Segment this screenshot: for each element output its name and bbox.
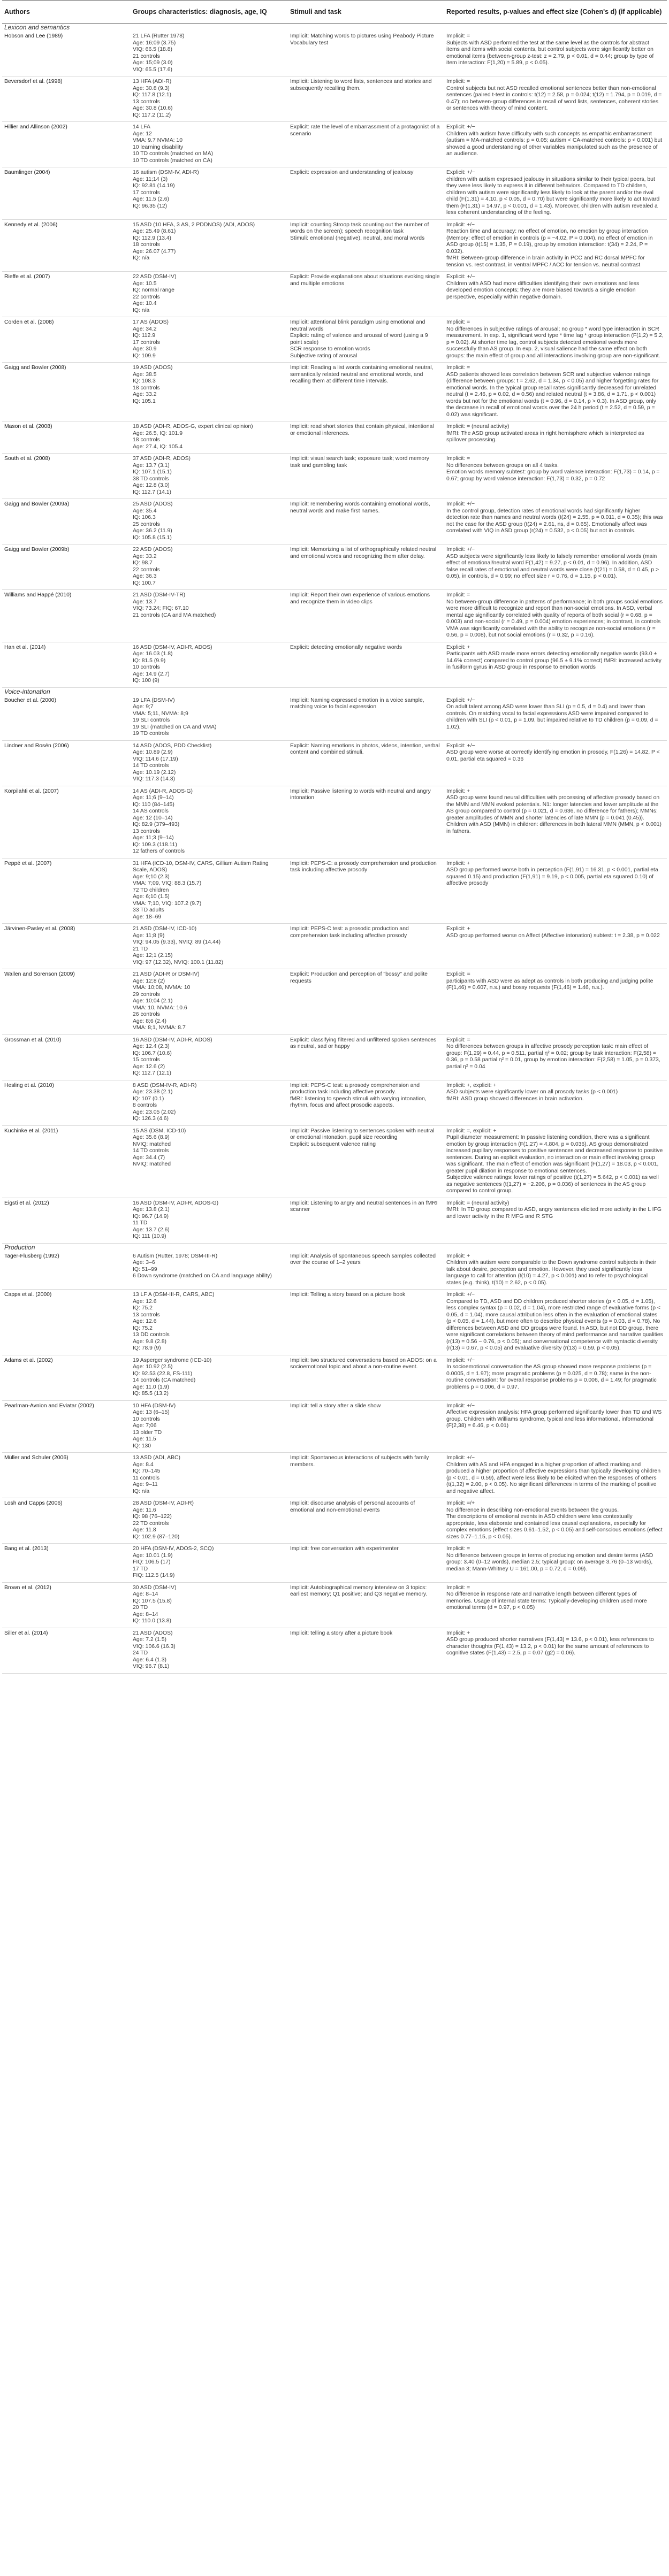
- cell-results: Implicit: = No differences between groups on all 4 tasks. Emotion words memory subtest: group by word valence interaction: F(1,73) = 0.14, p = 0.67; group by word valence interaction: F(1,73) = 0.32, p = 0.72: [446, 456, 660, 482]
- cell-authors: Siller et al. (2014): [4, 1630, 48, 1636]
- cell-authors: Järvinen-Pasley et al. (2008): [4, 926, 75, 932]
- cell-groups: 31 HFA (ICD-10, DSM-IV, CARS, Gilliam Autism Rating Scale, ADOS) Age: 9;10 (2.3) VMA: 7;09, VIQ: 88.3 (15.7) 72 TD children Age: 6;10 (1.5) VMA: 7;10, VIQ: 107.2 (9.7) 33 TD adults Age: 18–69: [133, 860, 269, 920]
- cell-authors: Baumlinger (2004): [4, 170, 50, 175]
- cell-groups: 22 ASD (ADOS) Age: 33.2 IQ: 98.7 22 controls Age: 36.3 IQ: 100.7: [133, 547, 173, 586]
- cell-results: Implicit: = Control subjects but not ASD recalled emotional sentences better than non-emotional sentences (paired t-test in controls: t(12) = 2.58, p = 0.024; t(12) = 1.794, p = 0.019, d = 0.47); no between-group differences in recall of word lists, sentences, coherent stories or sentences with theory of mind content.: [446, 79, 662, 111]
- cell-authors: Mason et al. (2008): [4, 424, 52, 430]
- cell-results: Implicit: +/− Children with AS and HFA engaged in a higher proportion of affect marking and produced a higher proportion of affective expressions than typically developing children (p < 0.01, d = 0.59), affect were less likely to be elicited when the responses of others (t(1,32) = 2.00, p < 0.05). No significant differences in terms of the marking of positive and negative affect.: [446, 1455, 661, 1494]
- cell-results: Implicit: + ASD group produced shorter narratives (F(1,43) = 13.6, p < 0.01), less references to character thoughts (F(1,43) = 13.2, p < 0.01) for the same amount of references to cognitive states (F(1,43) = 2.5, p = 0.07 (g2) = 0.06).: [446, 1630, 654, 1656]
- cell-groups: 16 ASD (DSM-IV, ADI-R, ADOS-G) Age: 13.8 (2.1) IQ: 96.7 (14.9) 11 TD Age: 13.7 (2.6) IQ: 111 (10.9): [133, 1200, 219, 1239]
- table-row: [2, 167, 667, 220]
- table-row: [2, 741, 667, 786]
- cell-results: Implicit: +, explicit: + ASD subjects were significantly lower on all prosody tasks (p < 0.001) fMRI: ASD group showed differences in brain activation.: [446, 1082, 618, 1102]
- cell-groups: 37 ASD (ADI-R, ADOS) Age: 13.7 (3.1) IQ: 107.1 (15.1) 38 TD controls Age: 12.8 (3.0) IQ: 112.7 (14.1): [133, 456, 191, 495]
- cell-stimuli: Implicit: PEPS-C test: a prosodic production and comprehension task including affective prosody: [290, 926, 409, 939]
- cell-stimuli: Implicit: Naming expressed emotion in a voice sample, matching voice to facial expression: [290, 697, 424, 710]
- cell-results: Implicit: =/+ No difference in describing non-emotional events between the groups. The descriptions of emotional events in ASD children were less contextually appropriate, less elaborate and contained less causal explanations, especially for complex emotions (effect sizes 0.61–1.52, p < 0.05) and self-conscious emotions (effect sizes 0.77–1.15, p < 0.05).: [446, 1500, 663, 1540]
- cell-groups: 10 HFA (DSM-IV) Age: 13 (6–15) 10 controls Age: 7;06 13 older TD Age: 11.5 IQ: 130: [133, 1402, 176, 1449]
- cell-groups: 13 LF A (DSM-III-R, CARS, ABC) Age: 12.6 IQ: 75.2 13 controls Age: 12.6 IQ: 75.2 13 DD controls Age: 9.8 (2.8) IQ: 78.9 (9): [133, 1292, 215, 1351]
- cell-authors: Korpilahti et al. (2007): [4, 788, 59, 794]
- cell-stimuli: Implicit: telling a story after a picture book: [290, 1630, 393, 1636]
- cell-stimuli: Implicit: Listening to word lists, sentences and stories and subsequently recalling them.: [290, 79, 432, 91]
- cell-groups: 8 ASD (DSM-IV-R, ADI-R) Age: 23.38 (2.1) IQ: 107 (0.1) 8 controls Age: 23.05 (2.02) IQ: 126.3 (4.6): [133, 1082, 197, 1122]
- table-header: [2, 1, 667, 24]
- cell-groups: 18 ASD (ADI-R, ADOS-G, expert clinical opinion) Age: 26.5, IQ: 101.9 18 controls Age: 27.4, IQ: 105.4: [133, 424, 253, 450]
- cell-stimuli: Implicit: Autobiographical memory interview on 3 topics: earliest memory; Q1 positive; and Q3 negative memory.: [290, 1584, 428, 1597]
- cell-results: Explicit: +/− ASD group were worse at correctly identifying emotion in prosody, F(1,26) = 14.82, P < 0.01, partial eta squared = 0.36: [446, 742, 660, 762]
- table-row: [2, 858, 667, 924]
- cell-results: Implicit: +/− In the control group, detection rates of emotional words had significantly higher detection rate than names and neutral words (t(24) = 2.55, p = 0.011, d = 0.35); this was not the case for the ASD group (t(24) = 2.61, ns, d = 0.65). Emotionally affect was correlated with VIQ in ASD group (r(24) = 0.532, p < 0.05) but not in controls.: [446, 501, 663, 534]
- cell-stimuli: Implicit: discourse analysis of personal accounts of emotional and non-emotional events: [290, 1500, 415, 1513]
- cell-stimuli: Implicit: Reading a list words containing emotional neutral, semantically related neutral and emotional words, and recalling them at different time intervals.: [290, 365, 434, 384]
- cell-authors: Müller and Schuler (2006): [4, 1455, 69, 1461]
- cell-results: Implicit: = No difference between groups in terms of producing emotion and desire terms (ASD group: 3.40 (0–12 words), median 2.5; typical group: on average 3.76 (0–13 words), median 3; Mann-Whitney U = 161.00, p = 0.72, d = 0.09).: [446, 1546, 653, 1572]
- table-row: [2, 695, 667, 741]
- table-row: [2, 786, 667, 858]
- header-groups: Groups characteristics: diagnosis, age, IQ: [133, 7, 267, 16]
- cell-groups: 21 ASD (DSM-IV, ICD-10) Age: 11;8 (9) VIQ: 94.05 (9.33), NVIQ: 89 (14.44) 21 TD Age: 12;1 (2.15) VIQ: 97 (12.32), NVIQ: 100.1 (11.82): [133, 926, 224, 965]
- cell-results: Explicit: = No differences between groups in affective prosody perception task: main effect of group: F(1,29) = 0.44, p = 0.511, partial η² = 0.02; group by task interaction: F(2,58) = 0.36, p = 0.58 partial η² = 0.01, group by emotion interaction: F(2,58) = 1.05, p = 0.373, partial η² = 0.04: [446, 1037, 660, 1070]
- table-row: [2, 1628, 667, 1674]
- cell-results: Implicit: + ASD group were found neural difficulties with processing of affective prosody based on the MMN and MMN evoked potentials. N1: longer latencies and lower amplitude at the AS group compared to control (p = 0.021, d = 0.636, no difference for fathers); MMNs: greater amplitudes of MMN and shorter latencies of late MMN (p = 0.041 (0.45)). Children with ASD (MMN) in children: differences in both lateral MMN (MMN, p < 0.001) in fathers.: [446, 788, 662, 834]
- cell-stimuli: Implicit: PEPS-C: a prosody comprehension and production task including affective prosody: [290, 860, 437, 873]
- cell-stimuli: Implicit: free conversation with experimenter: [290, 1546, 399, 1552]
- cell-authors: Beversdorf et al. (1998): [4, 79, 63, 85]
- cell-groups: 14 LFA Age: 12 VMA: 9.7 NVMA: 10 10 learning disability 10 TD controls (matched on MA) 10 TD controls (matched on CA): [133, 124, 213, 164]
- cell-authors: Han et al. (2014): [4, 644, 46, 650]
- section-label: Voice-intonation: [4, 687, 50, 695]
- cell-authors: Tager-Flusberg (1992): [4, 1253, 59, 1259]
- cell-groups: 15 ASD (10 HFA, 3 AS, 2 PDDNOS) (ADI, ADOS) Age: 25.49 (8.61) IQ: 112.9 (13.4) 18 controls Age: 26.07 (4.77) IQ: n/a: [133, 221, 255, 261]
- cell-groups: 20 HFA (DSM-IV, ADOS-2, SCQ) Age: 10.01 (1.9) FIQ: 106.5 (17) 17 TD FIQ: 112.5 (14.9): [133, 1546, 214, 1578]
- cell-authors: Hillier and Allinson (2002): [4, 124, 67, 130]
- table-row: [2, 1080, 667, 1126]
- cell-authors: Bang et al. (2013): [4, 1546, 49, 1552]
- table-row: [2, 454, 667, 499]
- cell-groups: 6 Autism (Rutter, 1978; DSM-III-R) Age: 3–6 IQ: 51–99 6 Down syndrome (matched on CA and language ability): [133, 1253, 272, 1279]
- cell-groups: 19 ASD (ADOS) Age: 38.5 IQ: 108.3 18 controls Age: 33.2 IQ: 105.1: [133, 365, 173, 404]
- cell-results: Implicit: = (neural activity) fMRI: In TD group compared to ASD, angry sentences elicited more activity in the L IFG and lower activity in the R MFG and R STG: [446, 1200, 662, 1220]
- cell-results: Implicit: +/− In socioemotional conversation the AS group showed more response problems (p = 0.0005, d = 1.97); more pragmatic problems (p = 0.025, d = 0.78); same in the non-routine conversation: for overall response problems p = 0.006, d = 1.49; for pragmatic problems p = 0.006, d = 0.97.: [446, 1357, 657, 1390]
- cell-results: Implicit: = No differences in subjective ratings of arousal; no group * word type interaction in SCR measurement. In exp. 1, significant word type * time lag * group interaction (F(1,2) = 5.2, p = 0.02). At shorter time lag, control subjects detected emotional words more successfully than AS group. In exp. 2, visual salience had the same effect on both groups: the main effect of group and all interactions involving group are non-significant.: [446, 319, 664, 359]
- cell-authors: Lindner and Rosén (2006): [4, 742, 69, 749]
- table-row: [2, 1401, 667, 1453]
- table-row: [2, 924, 667, 969]
- cell-groups: 21 ASD (ADOS) Age: 7.2 (1.5) VIQ: 106.6 (16.3) 24 TD Age: 6.4 (1.3) VIQ: 96.7 (8.1): [133, 1630, 176, 1669]
- cell-stimuli: Explicit: detecting emotionally negative words: [290, 644, 402, 650]
- cell-groups: 21 ASD (ADI-R or DSM-IV) Age: 12;8 (2) VMA: 10;08, NVMA: 10 29 controls Age: 10;04 (2.1) VMA: 10, NVMA: 10.6 26 controls Age: 8;6 (2.4) VMA: 8;1, NVMA: 8.7: [133, 971, 200, 1031]
- cell-results: Implicit: + Children with autism were comparable to the Down syndrome control subjects in their talk about desire, perception and emotion. However, they used significantly less language to call for attention (t(10) = 4.27, p < 0.001) and to refer to psychological states (e.g. think), t(10) = 2.62, p < 0.05).: [446, 1253, 657, 1286]
- cell-stimuli: Implicit: Memorizing a list of orthographically related neutral and emotional words and recognizing them after delay.: [290, 547, 437, 559]
- cell-stimuli: Implicit: attentional blink paradigm using emotional and neutral words Explicit: rating of valence and arousal of word (using a 9 point scale) SCR response to emotion words Subjective rating of arousal: [290, 319, 428, 359]
- cell-authors: Eigsti et al. (2012): [4, 1200, 49, 1206]
- cell-groups: 13 HFA (ADI-R) Age: 30.8 (9.3) IQ: 117.8 (12.1) 13 controls Age: 30.8 (10.6) IQ: 117.2 (11.2): [133, 79, 173, 118]
- cell-stimuli: Implicit: read short stories that contain physical, intentional or emotional inferences.: [290, 424, 434, 436]
- cell-authors: Corden et al. (2008): [4, 319, 54, 325]
- cell-groups: 14 AS (ADI-R, ADOS-G) Age: 11;6 (9–14) IQ: 110 (84–145) 14 AS controls Age: 12 (10–14) IQ: 82.9 (379–493) 13 controls Age: 11;3 (9–14) IQ: 109.3 (118.11) 12 fathers of controls: [133, 788, 193, 854]
- cell-groups: 16 autism (DSM-IV, ADI-R) Age: 11;14 (3) IQ: 92.81 (14.19) 17 controls Age: 11.5 (2.6) IQ: 96.35 (12): [133, 170, 199, 209]
- cell-authors: Rieffe et al. (2007): [4, 274, 50, 280]
- table-row: [2, 1251, 667, 1290]
- cell-groups: 14 ASD (ADOS, PDD Checklist) Age: 10.89 (2.9) VIQ: 114.6 (17.19) 14 TD controls Age: 10.19 (2.12) VIQ: 117.3 (14.3): [133, 742, 212, 782]
- cell-stimuli: Explicit: rate the level of embarrassment of a protagonist of a scenario: [290, 124, 440, 137]
- section-production: [2, 1244, 667, 1674]
- cell-groups: 21 ASD (DSM-IV-TR) Age: 13.7 VIQ: 73.24; FIQ: 67.10 21 controls (CA and MA matched): [133, 592, 216, 618]
- cell-stimuli: Explicit: Naming emotions in photos, videos, intention, verbal content and combined stimuli.: [290, 742, 440, 755]
- cell-results: Implicit: +/− Compared to TD, ASD and DD children produced shorter stories (p < 0.05, d = 1.05), less complex syntax (p = 0.02, d = 1.04), more restricted range of evaluative forms (p < 0.05, d = 1.04), more causal attribution less often in the evaluation of emotional states (p < 0.05, d = 1.44), but more often to describe physical events (p = 0.03, d = 0.78). No differences between ASD and DD groups were found. In ASD, but not DD group, there were significant correlations between theory of mind performance and narrative qualities (r(13) = 0.56 − 0.76, p < 0.05); and conversational competence with syntactic diversity (r(13) = 0.67, p < 0.05) and evaluative diversity (r(13) = 0.59, p < 0.05).: [446, 1292, 663, 1351]
- table-row: [2, 499, 667, 545]
- table-row: [2, 1583, 667, 1628]
- table-row: [2, 363, 667, 421]
- cell-stimuli: Implicit: PEPS-C test: a prosody comprehension and production task including affective prosody. fMRI: listening to speech stimuli with varying intonation, rhythm, focus and affect prosodic aspects.: [290, 1082, 427, 1108]
- cell-groups: 16 ASD (DSM-IV, ADI-R, ADOS) Age: 16.03 (1.8) IQ: 81.5 (9.9) 10 controls Age: 14.9 (2.7) IQ: 100 (9): [133, 644, 212, 684]
- cell-results: Implicit: = ASD patients showed less correlation between SCR and subjective valence ratings (difference between groups: t = 2.62, d = 1.34, p < 0.05) and higher forgetting rates for emotional words. In the typical group recall rates significantly decreased for unrelated neutral (t = 2.46, p = 0.02, d = 0.56) and related neutral (t = 3.86, d = 1.71, p < 0.001) words but not for the emotional words (t = 0.96, d = 0.14, p > 0.3). In ASD group, only the decrease in recall of emotional words over the 24 h period (t = 2.52, d = 0.59, p = 0.02) was significant.: [446, 365, 659, 418]
- cell-authors: Peppé et al. (2007): [4, 860, 52, 867]
- cell-results: Explicit: + ASD group performed worse on Affect (Affective intonation) subtest: t = 2.38, p = 0.022: [446, 926, 660, 939]
- section-label: Lexicon and semantics: [4, 24, 70, 31]
- cell-groups: 13 ASD (ADI, ABC) Age: 8.4 IQ: 70–145 11 controls Age: 9–11 IQ: n/a: [133, 1455, 180, 1494]
- cell-stimuli: Explicit: expression and understanding of jealousy: [290, 170, 414, 175]
- cell-groups: 17 AS (ADOS) Age: 34.2 IQ: 112.9 17 controls Age: 30.9 IQ: 109.9: [133, 319, 169, 359]
- rows-section-2: [2, 695, 667, 1244]
- cell-authors: Wallen and Sorenson (2009): [4, 971, 75, 977]
- cell-authors: Brown et al. (2012): [4, 1584, 51, 1591]
- cell-results: Explicit: +/− children with autism expressed jealousy in situations similar to their typical peers, but they were less likely to express it in different behaviors. Compared to TD children, children with autism were significantly less likely to look at the parent and/or the rival child (F(1,31) = 4.10, p < 0.05, d = 0.70) but were significantly more likely to act toward them (F(1,31) = 14.97, p < 0.001, d = 1.43). Moreover, children with autism revealed a less coherent understanding of the feeling.: [446, 170, 660, 216]
- table-row: [2, 1035, 667, 1080]
- cell-authors: Gaigg and Bowler (2008): [4, 365, 66, 371]
- cell-stimuli: Implicit: counting Stroop task counting out the number of words on the screen); speech recognition task Stimuli: emotional (negative), neutral, and moral words: [290, 221, 429, 241]
- cell-results: Explicit: +/− Children with autism have difficulty with such concepts as empathic embarrassment (autism = MA-matched controls: p = 0.05; autism < CA-matched controls: p < 0.001) but showed a good understanding of other variables manipulated such as the presence of an audience.: [446, 124, 663, 157]
- cell-results: Implicit: = (neural activity) fMRI: The ASD group activated areas in right hemisphere which is interpreted as spillover processing.: [446, 424, 644, 443]
- cell-results: Implicit: + ASD group performed worse both in perception (F(1,91) = 16.31, p < 0.001, partial eta squared 0.15) and production (F(1,91) = 9.19, p < 0.005, partial eta squared 0.10) of affective prosody: [446, 860, 658, 886]
- cell-authors: Williams and Happé (2010): [4, 592, 72, 598]
- cell-stimuli: Implicit: Passive listening to sentences spoken with neutral or emotional intonation, pupil size recording Explicit: subsequent valence rating: [290, 1128, 435, 1147]
- cell-stimuli: Implicit: Matching words to pictures using Peabody Picture Vocabulary test: [290, 33, 434, 46]
- table-row: [2, 317, 667, 363]
- table-row: [2, 1544, 667, 1583]
- cell-groups: 16 ASD (DSM-IV, ADI-R, ADOS) Age: 12.4 (2.3) IQ: 106.7 (10.6) 15 controls Age: 12.6 (2) IQ: 112.7 (12.1): [133, 1037, 212, 1076]
- rows-section-3: [2, 1251, 667, 1674]
- cell-stimuli: Implicit: Spontaneous interactions of subjects with family members.: [290, 1455, 429, 1468]
- cell-stimuli: Implicit: Report their own experience of various emotions and recognize them in video clips: [290, 592, 430, 605]
- cell-results: Implicit: =, explicit: + Pupil diameter measurement: In passive listening condition, there was a significant emotion by group interaction (F(1,27) = 4.804, p = 0.036). AS group demonstrated increased pupillary responses to positive sentences and decreased response to positive sentences. During an explicit evaluation, no interaction or main effect involving group was significant. The main effect of emotion was significant (F(1,27) = 18.03, p < 0.001, greater pupil dilation in response to emotional sentences. Subjective valence ratings: lower ratings of positive (t(1,27) = 5.642, p < 0.001) as well as negative sentences (t(1,27) = −2.206, p = 0.036) of sentences in the AS group compared to control group.: [446, 1128, 663, 1194]
- rows-section-1: [2, 31, 667, 688]
- cell-results: Implicit: = No between-group difference in patterns of performance; in both groups social emotions were more difficult to recognize and report than non-social emotions. In ASD, verbal mental age significantly correlated with quality of reports of both social (r = 0.68, p = 0.003) and non-social (r = 0.49, p = 0.004) emotion experiences; in contrast, in controls VMA was significantly correlated with the ability to recognize non-social emotions (r = 0.56, p = 0.008), but not social emotions (r = 0.32, p = 0.16).: [446, 592, 663, 638]
- cell-authors: Grossman et al. (2010): [4, 1037, 62, 1043]
- cell-stimuli: Implicit: Passive listening to words with neutral and angry intonation: [290, 788, 431, 801]
- table-row: [2, 590, 667, 642]
- cell-authors: Capps et al. (2000): [4, 1292, 52, 1298]
- table-row: [2, 220, 667, 272]
- cell-groups: 19 LFA (DSM-IV) Age: 9;7 VMA: 5;11, NVMA: 8;9 19 SLI controls 19 SLI (matched on CA and VMA) 19 TD controls: [133, 697, 217, 737]
- cell-results: Implicit: = Subjects with ASD performed the test at the same level as the controls for abstract items and items with social contents, but control subjects were significantly better on emotional items (between-group z-test: z = 2.79, p < 0.01, d = 0.44; group by type of item interaction: F(1,20) = 5.89, p < 0.05).: [446, 33, 654, 66]
- table-row: [2, 122, 667, 167]
- header-authors: Authors: [4, 7, 30, 16]
- cell-stimuli: Implicit: tell a story after a slide show: [290, 1402, 381, 1409]
- table-row: [2, 421, 667, 454]
- cell-authors: Hesling et al. (2010): [4, 1082, 54, 1088]
- table-row: [2, 642, 667, 688]
- cell-results: Implicit: = No difference in response rate and narrative length between different types of memories. Usage of internal state terms: Typically-developing children used more emotional terms (d = 0.97, p < 0.05): [446, 1584, 647, 1611]
- header-stimuli: Stimuli and task: [290, 7, 341, 16]
- header-results: Reported results, p-values and effect size (Cohen's d) (if applicable): [446, 7, 662, 16]
- table-row: [2, 969, 667, 1035]
- cell-authors: Kennedy et al. (2006): [4, 221, 58, 228]
- cell-groups: 15 AS (DSM, ICD-10) Age: 35.6 (8.9) NVIQ: matched 14 TD controls Age: 34.4 (7) NVIQ: matched: [133, 1128, 186, 1167]
- cell-results: Explicit: +/− Children with ASD had more difficulties identifying their own emotions and less developed emotion concepts; they are more biased towards a single emotion perspective, especially within negative domain.: [446, 274, 640, 300]
- cell-stimuli: Implicit: Analysis of spontaneous speech samples collected over the course of 1–2 years: [290, 1253, 436, 1266]
- cell-results: Explicit: = participants with ASD were as adept as controls in both producing and judging polite (F(1,46) = 0.607, n.s.) and bossy requests (F(1,46) = 1.46, n.s.).: [446, 971, 653, 991]
- section-lexicon-semantics: [2, 24, 667, 688]
- cell-authors: Adams et al. (2002): [4, 1357, 53, 1363]
- table-row: [2, 1355, 667, 1401]
- table-row: [2, 76, 667, 122]
- cell-authors: Gaigg and Bowler (2009a): [4, 501, 70, 507]
- cell-groups: 21 LFA (Rutter 1978) Age: 16;09 (3.75) VIQ: 66.5 (18.8) 21 controls Age: 15;09 (3.0) VIQ: 65.5 (17.6): [133, 33, 185, 73]
- table-row: [2, 31, 667, 76]
- cell-stimuli: Explicit: Provide explanations about situations evoking single and multiple emotions: [290, 274, 440, 287]
- cell-groups: 22 ASD (DSM-IV) Age: 10.5 IQ: normal range 22 controls Age: 10.4 IQ: n/a: [133, 274, 177, 313]
- cell-stimuli: Implicit: Listening to angry and neutral sentences in an fMRI scanner: [290, 1200, 438, 1213]
- cell-results: Implicit: +/− Reaction time and accuracy: no effect of emotion, no emotion by group interaction (Memory: effect of emotion in controls (p = −4.02, P = 0.004), no effect of emotion in ASD group (t(15) = 1.35, P = 0.19), group by emotion interaction: t(34) = 2.24, P = 0.032). fMRI: Between-group difference in brain activity in PCC and RC dorsal MPFC for tension vs. rest contrast, in ventral MPFC / ACC for tension vs. neutral contrast: [446, 221, 653, 268]
- cell-authors: Gaigg and Bowler (2009b): [4, 547, 70, 553]
- table-row: [2, 545, 667, 590]
- section-voice-intonation: [2, 688, 667, 1244]
- cell-stimuli: Explicit: classifying filtered and unfiltered spoken sentences as neutral, sad or happy: [290, 1037, 437, 1049]
- cell-results: Explicit: +/− On adult talent among ASD were lower than SLI (p = 0.5, d = 0.4) and lower than controls. On matching vocal to facial expressions ASD were impaired compared to children with SLI (p < 0.01, p = 1.09, but impaired relative to TD children (p = 0.09, d = 1.02).: [446, 697, 658, 730]
- table-row: [2, 1126, 667, 1198]
- cell-groups: 19 Asperger syndrome (ICD-10) Age: 10.92 (2.5) IQ: 92.53 (22.8, FS-111) 14 controls (CA matched) Age: 11.0 (1.9) IQ: 85.5 (13.2): [133, 1357, 212, 1397]
- cell-authors: Kuchinke et al. (2011): [4, 1128, 58, 1134]
- cell-results: Implicit: +/− Affective expression analysis: HFA group performed significantly lower than TD and WS group. Children with Williams syndrome, typical and less informational, informational (F(2,38) = 6.46, p < 0.01): [446, 1402, 662, 1429]
- table-row: [2, 1290, 667, 1355]
- table-row: [2, 272, 667, 317]
- table-row: [2, 1453, 667, 1498]
- cell-authors: Boucher et al. (2000): [4, 697, 57, 703]
- cell-stimuli: Implicit: Telling a story based on a picture book: [290, 1292, 406, 1298]
- cell-groups: 25 ASD (ADOS) Age: 35.4 IQ: 106.3 25 controls Age: 36.2 (11.9) IQ: 105.8 (15.1): [133, 501, 173, 541]
- cell-authors: Hobson and Lee (1989): [4, 33, 63, 39]
- cell-authors: South et al. (2008): [4, 456, 50, 462]
- cell-groups: 28 ASD (DSM-IV, ADI-R) Age: 11.6 IQ: 98 (76–122) 22 TD controls Age: 11.8 IQ: 102.9 (87–120): [133, 1500, 194, 1540]
- cell-authors: Losh and Capps (2006): [4, 1500, 63, 1506]
- cell-results: Implicit: +/− ASD subjects were significantly less likely to falsely remember emotional words (main effect of emotional/neutral word F(1,42) = 9.27, p < 0.01, d = 0.96). In addition, ASD false recall rates of emotional and neutral words were close (t(21) = 0.58, d = 0.45, p > 0.05), in controls, d = 0.99; no effect size r = 0.76, d = 1.15, p < 0.01).: [446, 547, 659, 579]
- table-row: [2, 1198, 667, 1244]
- cell-stimuli: Explicit: Production and perception of "bossy" and polite requests: [290, 971, 428, 984]
- cell-authors: Pearlman-Avnion and Eviatar (2002): [4, 1402, 94, 1409]
- section-label: Production: [4, 1243, 35, 1251]
- table-row: [2, 1498, 667, 1544]
- cell-stimuli: Implicit: visual search task; exposure task; word memory task and gambling task: [290, 456, 429, 469]
- cell-groups: 30 ASD (DSM-IV) Age: 8–14 IQ: 107.5 (15.8) 20 TD Age: 8–14 IQ: 110.0 (13.8): [133, 1584, 177, 1624]
- cell-results: Explicit: + Participants with ASD made more errors detecting emotionally negative words (93.0 ± 14.6% correct) compared to control group (96.5 ± 9.1% correct) fMRI: increased activity in fusiform gyrus in ASD group in response to emotion words: [446, 644, 662, 670]
- cell-stimuli: Implicit: two structured conversations based on ADOS: on a socioemotional topic and about a non-routine event.: [290, 1357, 437, 1370]
- cell-stimuli: Implicit: remembering words containing emotional words, neutral words and make first names.: [290, 501, 430, 514]
